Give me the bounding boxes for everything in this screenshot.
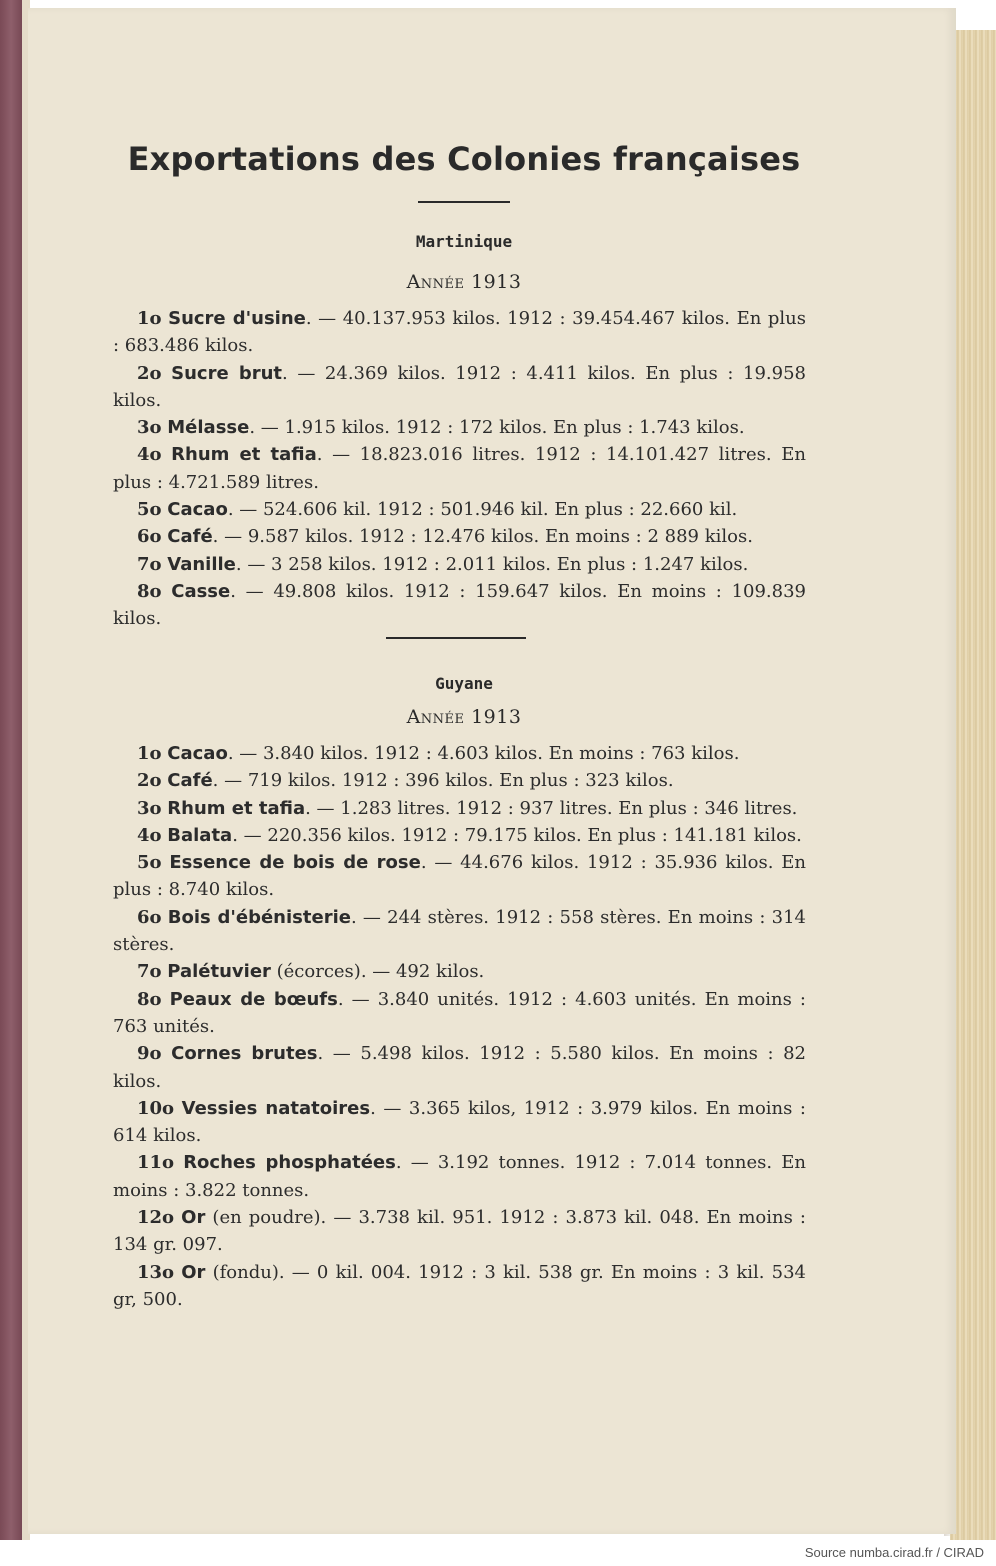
section-year-martinique: Année 1913 [406, 271, 522, 293]
section-title-martinique: Martinique [415, 232, 513, 251]
section-year-guyane: Année 1913 [406, 706, 522, 728]
entries-martinique [113, 305, 806, 633]
entry: 1o Cacao. — 3.840 kilos. 1912 : 4.603 kilos. En moins : 763 kilos. [137, 743, 740, 764]
source-credit: Source numba.cirad.fr / CIRAD [804, 1545, 984, 1560]
entry: 6o Bois d'ébénisterie. — 244 stères. 1912 : 558 stères. En moins : 314 stères. [113, 906, 806, 956]
entry: 10o Vessies natatoires. — 3.365 kilos, 1912 : 3.979 kilos. En moins : 614 kilos. [113, 1097, 806, 1147]
section-rule [386, 637, 526, 639]
entry: 7o Vanille. — 3 258 kilos. 1912 : 2.011 kilos. En plus : 1.247 kilos. [137, 553, 749, 575]
entry: 13o Or (fondu). — 0 kil. 004. 1912 : 3 kil. 538 gr. En moins : 3 kil. 534 gr, 500. [113, 1261, 806, 1310]
entry: 8o Peaux de bœufs. — 3.840 unités. 1912 : 4.603 unités. En moins : 763 unités. [113, 988, 806, 1037]
entries-guyane [113, 740, 806, 1313]
section-title-guyane: Guyane [435, 674, 493, 693]
page-edges [950, 30, 996, 1540]
entry: 8o Casse. — 49.808 kilos. 1912 : 159.647 kilos. En moins : 109.839 kilos. [113, 580, 806, 630]
entry: 4o Rhum et tafia. — 18.823.016 litres. 1912 : 14.101.427 litres. En plus : 4.721.589 litres. [113, 444, 806, 493]
entry: 11o Roches phosphatées. — 3.192 tonnes. 1912 : 7.014 tonnes. En moins : 3.822 tonnes. [113, 1152, 806, 1201]
entry: 3o Rhum et tafia. — 1.283 litres. 1912 : 937 litres. En plus : 346 litres. [137, 797, 798, 819]
entry: 3o Mélasse. — 1.915 kilos. 1912 : 172 kilos. En plus : 1.743 kilos. [137, 417, 745, 439]
entry: 7o Palétuvier (écorces). — 492 kilos. [137, 961, 485, 983]
entry: 1o Sucre d'usine. — 40.137.953 kilos. 1912 : 39.454.467 kilos. En plus : 683.486 kilos. [113, 308, 806, 357]
entry: 4o Balata. — 220.356 kilos. 1912 : 79.175 kilos. En plus : 141.181 kilos. [137, 824, 802, 846]
entry: 5o Cacao. — 524.606 kil. 1912 : 501.946 kil. En plus : 22.660 kil. [137, 499, 738, 521]
entry: 2o Café. — 719 kilos. 1912 : 396 kilos. En plus : 323 kilos. [137, 770, 674, 792]
entry: 9o Cornes brutes. — 5.498 kilos. 1912 : 5.580 kilos. En moins : 82 kilos. [113, 1043, 806, 1092]
entry: 2o Sucre brut. — 24.369 kilos. 1912 : 4.411 kilos. En plus : 19.958 kilos. [113, 362, 806, 411]
entry: 5o Essence de bois de rose. — 44.676 kilos. 1912 : 35.936 kilos. En plus : 8.740 kilos. [113, 852, 806, 901]
title-rule [418, 201, 510, 203]
entry: 12o Or (en poudre). — 3.738 kil. 951. 1912 : 3.873 kil. 048. En moins : 134 gr. 097. [113, 1207, 806, 1256]
entry: 6o Café. — 9.587 kilos. 1912 : 12.476 kilos. En moins : 2 889 kilos. [137, 526, 753, 548]
page-title: Exportations des Colonies françaises [127, 140, 801, 178]
